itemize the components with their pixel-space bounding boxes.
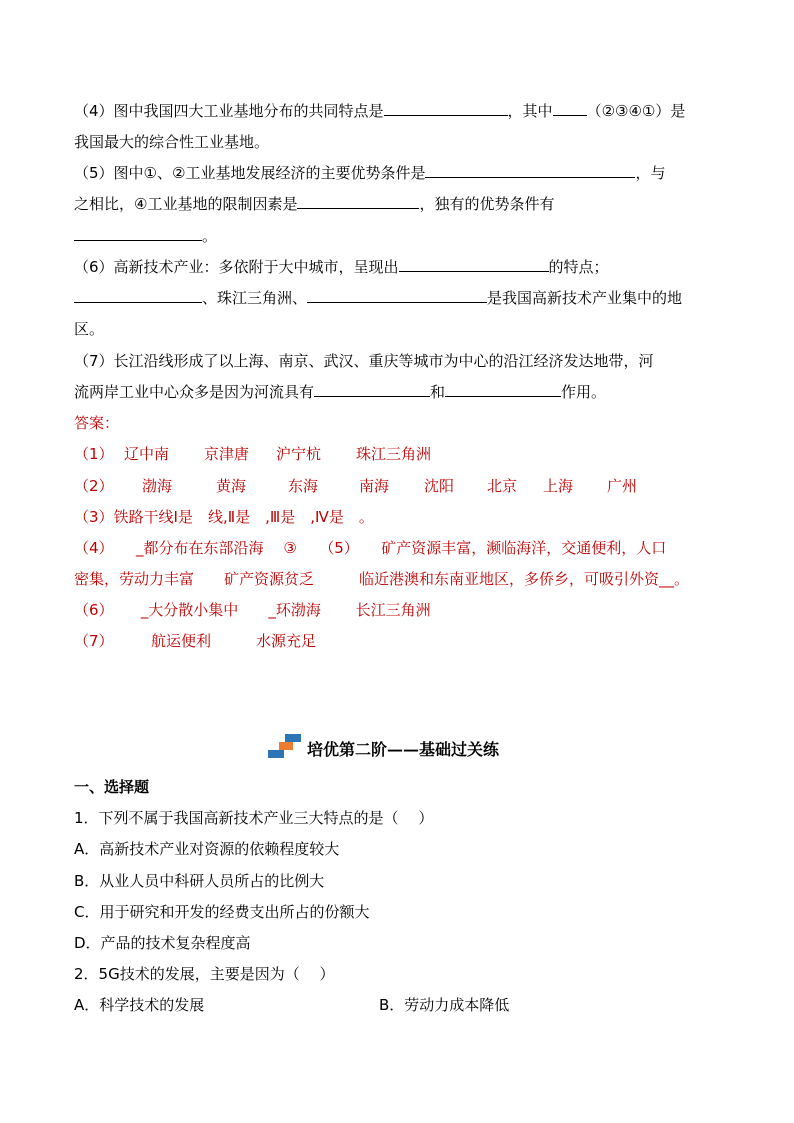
q7-line2 (74, 382, 606, 402)
question-2-option-b[interactable]: B．劳动力成本降低 (379, 996, 510, 1014)
answer-2-item: 黄海 (216, 477, 247, 495)
q7-text: 流两岸工业中心众多是因为河流具有 (74, 383, 315, 401)
q4-line1 (74, 101, 685, 121)
q7-text: 作用。 (561, 383, 607, 401)
question-2: 2．5G技术的发展，主要是因为（ ） (74, 965, 335, 983)
q4-text: ，其中 (507, 102, 553, 120)
q5-line1 (74, 163, 665, 183)
q6-text: 、珠江三角洲、 (202, 289, 308, 307)
answer-blank[interactable] (74, 288, 202, 303)
answer-blank[interactable] (445, 382, 561, 397)
answer-2-item: 上海 (543, 477, 574, 495)
answer-7: （7） 航运便利 水源充足 (74, 632, 317, 650)
part-heading: 一、选择题 (74, 778, 150, 796)
q5-text: ，独有的优势条件有 (419, 195, 555, 213)
answer-1-item: 珠江三角洲 (356, 445, 432, 463)
q4-line2: 我国最大的综合性工业基地。 (74, 133, 270, 151)
q5-text: 。 (202, 227, 218, 245)
answer-blank[interactable] (74, 226, 202, 241)
q6-line3: 区。 (74, 320, 105, 338)
question-1: 1．下列不属于我国高新技术产业三大特点的是（ ） (74, 809, 434, 827)
q7-text: 和 (430, 383, 446, 401)
question-1-option-b[interactable]: B．从业人员中科研人员所占的比例大 (74, 872, 325, 890)
q6-text: 的特点； (548, 258, 609, 276)
q5-line2 (74, 194, 554, 214)
answer-blank[interactable] (553, 101, 587, 116)
question-1-option-a[interactable]: A．高新技术产业对资源的依赖程度较大 (74, 840, 340, 858)
section-title: 培优第二阶——基础过关练 (307, 739, 500, 759)
answer-1-item: 沪宁杭 (276, 445, 322, 463)
section-blocks-icon (268, 734, 301, 762)
q5-text: （5）图中①、②工业基地发展经济的主要优势条件是 (74, 164, 426, 182)
question-1-option-c[interactable]: C．用于研究和开发的经费支出所占的份额大 (74, 903, 370, 921)
answer-2-item: 沈阳 (424, 477, 455, 495)
question-2-option-a[interactable]: A．科学技术的发展 (74, 996, 205, 1014)
answer-1-item: 辽中南 (124, 445, 170, 463)
answer-6: （6） _大分散小集中 _环渤海 长江三角洲 (74, 601, 431, 619)
q4-text: （②③④①）是 (586, 102, 686, 120)
answer-blank[interactable] (399, 257, 549, 272)
answer-2-item: 广州 (607, 477, 638, 495)
answer-blank[interactable] (425, 163, 635, 178)
question-1-option-d[interactable]: D．产品的技术复杂程度高 (74, 934, 251, 952)
q5-text: ，与 (635, 164, 666, 182)
answer-4-line2: 密集，劳动力丰富 矿产资源贫乏 临近港澳和东南亚地区，多侨乡，可吸引外资__。 (74, 570, 690, 588)
answer-blank[interactable] (307, 288, 487, 303)
answer-4-line1: （4） _都分布在东部沿海 ③ （5） 矿产资源丰富，濒临海洋，交通便利，人口 (74, 539, 667, 557)
q4-text: （4）图中我国四大工业基地分布的共同特点是 (74, 102, 384, 120)
answers-heading: 答案： (74, 414, 120, 432)
answer-blank[interactable] (314, 382, 430, 397)
answer-2-item: 北京 (487, 477, 518, 495)
answer-3: （3）铁路干线Ⅰ是 线,Ⅱ是 ,Ⅲ是 ,Ⅳ是 。 (74, 508, 374, 526)
answer-blank[interactable] (384, 101, 508, 116)
q6-line2 (74, 288, 682, 308)
section-header (268, 733, 499, 763)
q5-text: 之相比，④工业基地的限制因素是 (74, 195, 298, 213)
q7-line1: （7）长江沿线形成了以上海、南京、武汉、重庆等城市为中心的沿江经济发达地带，河 (74, 352, 654, 370)
answer-2-item: 南海 (359, 477, 390, 495)
answer-2-item: 渤海 (142, 477, 173, 495)
answer-1-num: （1） (74, 445, 114, 463)
q5-line3 (74, 226, 217, 246)
answer-2-item: 东海 (288, 477, 319, 495)
answer-2-num: （2） (74, 477, 114, 495)
q6-line1 (74, 257, 609, 277)
answer-1-item: 京津唐 (204, 445, 250, 463)
q6-text: （6）高新技术产业：多依附于大中城市，呈现出 (74, 258, 399, 276)
q6-text: 是我国高新技术产业集中的地 (487, 289, 683, 307)
answer-blank[interactable] (297, 194, 419, 209)
